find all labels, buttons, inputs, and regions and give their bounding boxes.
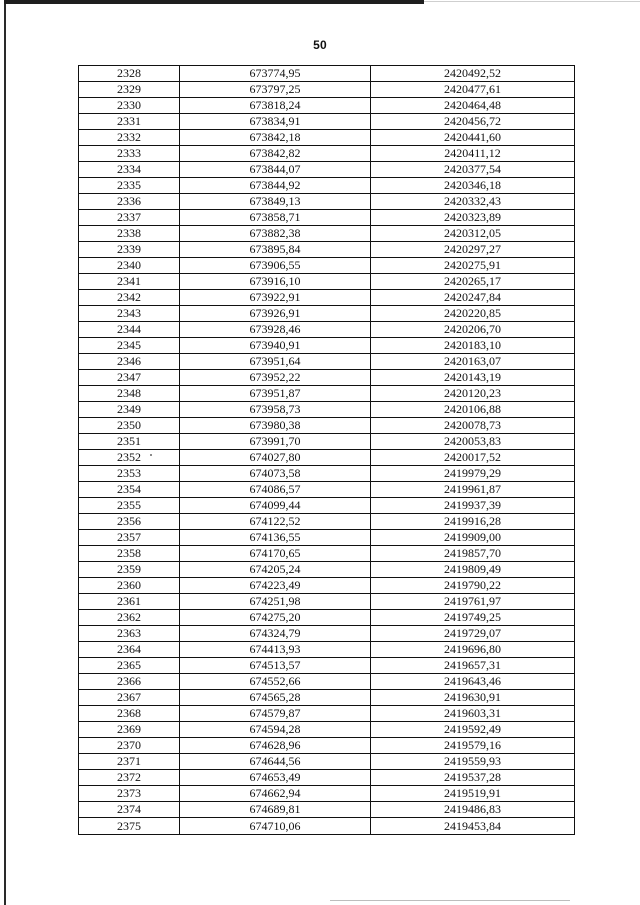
x-coordinate-cell: 674073,58 [180,466,371,482]
point-number-cell: 2352 [79,450,180,466]
table-row [79,354,575,370]
y-coordinate-cell: 2420183,10 [371,338,575,354]
x-coordinate-cell: 673952,22 [180,370,371,386]
point-number-cell: 2337 [79,210,180,226]
point-number-cell: 2354 [79,482,180,498]
y-coordinate-cell: 2420332,43 [371,194,575,210]
x-coordinate-cell: 674413,93 [180,642,371,658]
table-row [79,434,575,450]
y-coordinate-cell: 2419961,87 [371,482,575,498]
table-row [79,754,575,770]
point-number-cell: 2365 [79,658,180,674]
y-coordinate-cell: 2420275,91 [371,258,575,274]
y-coordinate-cell: 2419657,31 [371,658,575,674]
x-coordinate-cell: 674122,52 [180,514,371,530]
x-coordinate-cell: 673926,91 [180,306,371,322]
y-coordinate-cell: 2420265,17 [371,274,575,290]
x-coordinate-cell: 674170,65 [180,546,371,562]
point-number-cell: 2355 [79,498,180,514]
table-row [79,530,575,546]
point-number-cell: 2330 [79,98,180,114]
y-coordinate-cell: 2420456,72 [371,114,575,130]
y-coordinate-cell: 2420220,85 [371,306,575,322]
point-number-cell: 2366 [79,674,180,690]
table-row [79,386,575,402]
x-coordinate-cell: 674710,06 [180,818,371,835]
y-coordinate-cell: 2420492,52 [371,66,575,82]
table-row [79,290,575,306]
table-row [79,162,575,178]
table-row [79,690,575,706]
y-coordinate-cell: 2420411,12 [371,146,575,162]
x-coordinate-cell: 674251,98 [180,594,371,610]
point-number-cell: 2361 [79,594,180,610]
table-row [79,642,575,658]
x-coordinate-cell: 673818,24 [180,98,371,114]
point-number-cell: 2364 [79,642,180,658]
point-number-cell: 2336 [79,194,180,210]
x-coordinate-cell: 674223,49 [180,578,371,594]
table-row [79,546,575,562]
y-coordinate-cell: 2420106,88 [371,402,575,418]
y-coordinate-cell: 2420377,54 [371,162,575,178]
y-coordinate-cell: 2419603,31 [371,706,575,722]
y-coordinate-cell: 2419909,00 [371,530,575,546]
x-coordinate-cell: 674579,87 [180,706,371,722]
point-number-cell: 2347 [79,370,180,386]
point-number-cell: 2338 [79,226,180,242]
point-number-cell: 2372 [79,770,180,786]
coordinates-table-body [79,66,575,835]
y-coordinate-cell: 2420323,89 [371,210,575,226]
point-number-cell: 2360 [79,578,180,594]
point-number-cell: 2368 [79,706,180,722]
scan-border-left [4,0,6,905]
table-row [79,258,575,274]
y-coordinate-cell: 2420206,70 [371,322,575,338]
point-number-cell: 2348 [79,386,180,402]
x-coordinate-cell: 674324,79 [180,626,371,642]
table-row [79,450,575,466]
y-coordinate-cell: 2419519,91 [371,786,575,802]
y-coordinate-cell: 2419916,28 [371,514,575,530]
table-row [79,594,575,610]
x-coordinate-cell: 674644,56 [180,754,371,770]
x-coordinate-cell: 673922,91 [180,290,371,306]
point-number-cell: 2367 [79,690,180,706]
y-coordinate-cell: 2420464,48 [371,98,575,114]
table-row [79,578,575,594]
y-coordinate-cell: 2420297,27 [371,242,575,258]
y-coordinate-cell: 2420312,05 [371,226,575,242]
x-coordinate-cell: 673774,95 [180,66,371,82]
y-coordinate-cell: 2419486,83 [371,802,575,818]
y-coordinate-cell: 2419809,49 [371,562,575,578]
x-coordinate-cell: 674565,28 [180,690,371,706]
x-coordinate-cell: 673895,84 [180,242,371,258]
point-number-cell: 2345 [79,338,180,354]
y-coordinate-cell: 2419559,93 [371,754,575,770]
y-coordinate-cell: 2420163,07 [371,354,575,370]
point-number-cell: 2370 [79,738,180,754]
table-row [79,482,575,498]
point-number-cell: 2340 [79,258,180,274]
scan-border-top [4,0,424,4]
point-number-cell: 2335 [79,178,180,194]
y-coordinate-cell: 2420346,18 [371,178,575,194]
table-row [79,370,575,386]
x-coordinate-cell: 674653,49 [180,770,371,786]
point-number-cell: 2363 [79,626,180,642]
scan-border-top-faint [424,1,640,2]
table-row [79,802,575,818]
y-coordinate-cell: 2419453,84 [371,818,575,835]
point-number-cell: 2334 [79,162,180,178]
table-row [79,402,575,418]
x-coordinate-cell: 673991,70 [180,434,371,450]
point-number-cell: 2333 [79,146,180,162]
point-number-cell: 2357 [79,530,180,546]
y-coordinate-cell: 2419592,49 [371,722,575,738]
y-coordinate-cell: 2419857,70 [371,546,575,562]
y-coordinate-cell: 2419696,80 [371,642,575,658]
table-row [79,274,575,290]
y-coordinate-cell: 2420247,84 [371,290,575,306]
point-number-cell: 2374 [79,802,180,818]
x-coordinate-cell: 673849,13 [180,194,371,210]
point-number-cell: 2332 [79,130,180,146]
table-row [79,770,575,786]
table-row [79,722,575,738]
table-row [79,818,575,835]
x-coordinate-cell: 673980,38 [180,418,371,434]
y-coordinate-cell: 2420078,73 [371,418,575,434]
x-coordinate-cell: 674275,20 [180,610,371,626]
point-number-cell: 2375 [79,818,180,835]
table-row [79,418,575,434]
y-coordinate-cell: 2420120,23 [371,386,575,402]
point-number-cell: 2350 [79,418,180,434]
x-coordinate-cell: 673928,46 [180,322,371,338]
point-number-cell: 2373 [79,786,180,802]
table-row [79,146,575,162]
point-number-cell: 2344 [79,322,180,338]
point-number-cell: 2331 [79,114,180,130]
x-coordinate-cell: 673844,07 [180,162,371,178]
table-row [79,130,575,146]
y-coordinate-cell: 2419761,97 [371,594,575,610]
table-row [79,98,575,114]
x-coordinate-cell: 673951,87 [180,386,371,402]
y-coordinate-cell: 2419630,91 [371,690,575,706]
y-coordinate-cell: 2419729,07 [371,626,575,642]
x-coordinate-cell: 674662,94 [180,786,371,802]
table-row [79,82,575,98]
scan-border-bottom [330,900,570,901]
table-row [79,626,575,642]
table-row [79,242,575,258]
point-number-cell: 2371 [79,754,180,770]
scan-speck [150,454,152,456]
table-row [79,306,575,322]
x-coordinate-cell: 674027,80 [180,450,371,466]
x-coordinate-cell: 674086,57 [180,482,371,498]
table-row [79,738,575,754]
y-coordinate-cell: 2419643,46 [371,674,575,690]
x-coordinate-cell: 674205,24 [180,562,371,578]
x-coordinate-cell: 674513,57 [180,658,371,674]
point-number-cell: 2369 [79,722,180,738]
point-number-cell: 2359 [79,562,180,578]
table-row [79,114,575,130]
y-coordinate-cell: 2419579,16 [371,738,575,754]
table-row [79,786,575,802]
point-number-cell: 2349 [79,402,180,418]
table-row [79,610,575,626]
point-number-cell: 2339 [79,242,180,258]
point-number-cell: 2356 [79,514,180,530]
y-coordinate-cell: 2420477,61 [371,82,575,98]
x-coordinate-cell: 674628,96 [180,738,371,754]
point-number-cell: 2329 [79,82,180,98]
y-coordinate-cell: 2419537,28 [371,770,575,786]
table-row [79,178,575,194]
point-number-cell: 2342 [79,290,180,306]
point-number-cell: 2362 [79,610,180,626]
table-row [79,658,575,674]
x-coordinate-cell: 673797,25 [180,82,371,98]
table-row [79,706,575,722]
table-row [79,498,575,514]
x-coordinate-cell: 673844,92 [180,178,371,194]
x-coordinate-cell: 674099,44 [180,498,371,514]
y-coordinate-cell: 2420143,19 [371,370,575,386]
x-coordinate-cell: 673916,10 [180,274,371,290]
x-coordinate-cell: 673842,82 [180,146,371,162]
x-coordinate-cell: 674689,81 [180,802,371,818]
y-coordinate-cell: 2420441,60 [371,130,575,146]
page-number: 50 [313,38,327,52]
y-coordinate-cell: 2420053,83 [371,434,575,450]
coordinates-table [78,65,575,835]
table-row [79,226,575,242]
x-coordinate-cell: 673951,64 [180,354,371,370]
point-number-cell: 2358 [79,546,180,562]
x-coordinate-cell: 673858,71 [180,210,371,226]
y-coordinate-cell: 2419790,22 [371,578,575,594]
table-row [79,322,575,338]
y-coordinate-cell: 2419979,29 [371,466,575,482]
table-row [79,194,575,210]
x-coordinate-cell: 674594,28 [180,722,371,738]
x-coordinate-cell: 674552,66 [180,674,371,690]
x-coordinate-cell: 673958,73 [180,402,371,418]
y-coordinate-cell: 2420017,52 [371,450,575,466]
x-coordinate-cell: 674136,55 [180,530,371,546]
x-coordinate-cell: 673882,38 [180,226,371,242]
point-number-cell: 2328 [79,66,180,82]
point-number-cell: 2351 [79,434,180,450]
table-row [79,514,575,530]
x-coordinate-cell: 673906,55 [180,258,371,274]
table-row [79,466,575,482]
y-coordinate-cell: 2419937,39 [371,498,575,514]
x-coordinate-cell: 673842,18 [180,130,371,146]
point-number-cell: 2341 [79,274,180,290]
table-row [79,674,575,690]
table-row [79,210,575,226]
point-number-cell: 2346 [79,354,180,370]
table-row [79,562,575,578]
point-number-cell: 2343 [79,306,180,322]
x-coordinate-cell: 673940,91 [180,338,371,354]
table-row [79,66,575,82]
x-coordinate-cell: 673834,91 [180,114,371,130]
table-row [79,338,575,354]
point-number-cell: 2353 [79,466,180,482]
y-coordinate-cell: 2419749,25 [371,610,575,626]
